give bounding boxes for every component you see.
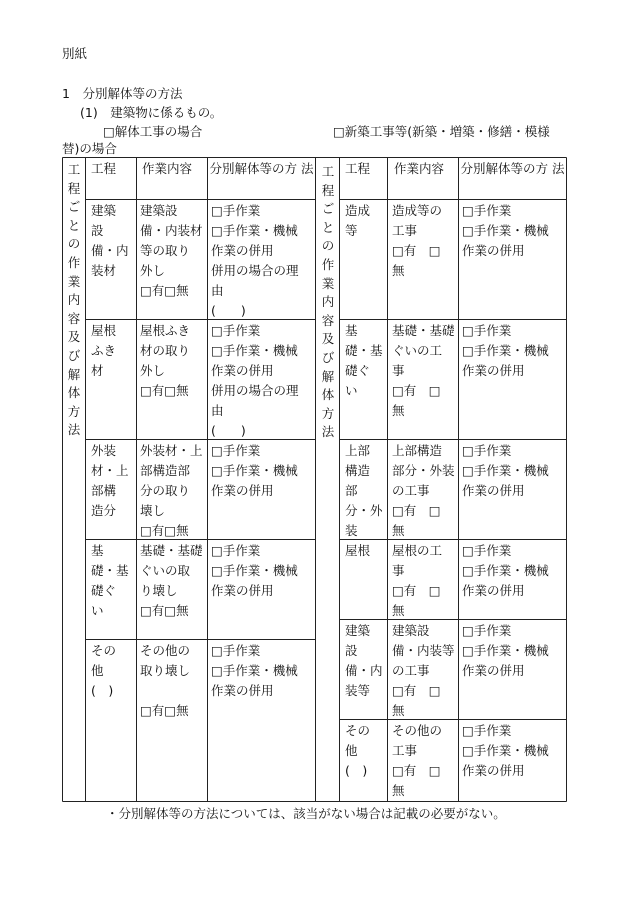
left-row-4-work[interactable]: 基礎・基礎 ぐいの取 り壊し □有□無 xyxy=(140,543,203,618)
left-vertical-label: 工程ごとの作業内容及び解体方法 xyxy=(67,162,81,438)
right-row-5-method[interactable]: □手作業 □手作業・機械 作業の併用 xyxy=(462,623,549,678)
subsection-title: (1) 建築物に係るもの。 xyxy=(80,105,223,120)
new-construction-option-continued: 替)の場合 xyxy=(62,141,117,156)
right-row-3-method[interactable]: □手作業 □手作業・機械 作業の併用 xyxy=(462,443,549,498)
right-header-method: 分別解体等の方 法 xyxy=(460,161,565,176)
right-row-5-work[interactable]: 建築設 備・内装等 の工事 □有 □ 無 xyxy=(392,623,455,718)
right-row-1-method[interactable]: □手作業 □手作業・機械 作業の併用 xyxy=(462,203,549,258)
left-row-4-method[interactable]: □手作業 □手作業・機械 作業の併用 xyxy=(211,543,298,598)
new-construction-option-checkbox[interactable]: □新築工事等(新築・増築・修繕・模様 xyxy=(333,124,550,139)
right-row-1-work[interactable]: 造成等の 工事 □有 □ 無 xyxy=(392,203,443,278)
left-row-3-work[interactable]: 外装材・上 部構造部 分の取り 壊し □有□無 xyxy=(140,443,203,538)
right-row-1-process: 造成 等 xyxy=(345,203,371,238)
left-row-2-process: 屋根 ふき 材 xyxy=(91,323,117,378)
left-row-1-method[interactable]: □手作業 □手作業・機械 作業の併用 併用の場合の理 由 ( ) xyxy=(211,203,299,318)
left-row-3-process: 外装 材・上 部構 造分 xyxy=(91,443,129,518)
left-header-process: 工程 xyxy=(91,161,117,176)
right-row-2-work[interactable]: 基礎・基礎 ぐいの工 事 □有 □ 無 xyxy=(392,323,455,418)
right-vertical-label: 工程ごとの作業内容及び解体方法 xyxy=(321,164,335,440)
header-label: 別紙 xyxy=(62,46,88,61)
left-row-4-process: 基 礎・基 礎ぐ い xyxy=(91,543,129,618)
left-header-work: 作業内容 xyxy=(142,161,193,176)
right-row-2-process: 基 礎・基 礎ぐ い xyxy=(345,323,383,398)
right-header-work: 作業内容 xyxy=(394,161,445,176)
right-row-5-process: 建築 設 備・内 装等 xyxy=(345,623,383,698)
right-row-6-process[interactable]: その 他 ( ) xyxy=(345,723,371,778)
right-header-process: 工程 xyxy=(345,161,371,176)
right-row-6-method[interactable]: □手作業 □手作業・機械 作業の併用 xyxy=(462,723,549,778)
footnote: ・分別解体等の方法については、該当がない場合は記載の必要がない。 xyxy=(106,806,506,821)
right-row-4-work[interactable]: 屋根の工 事 □有 □ 無 xyxy=(392,543,443,618)
left-row-5-work[interactable]: その他の 取り壊し □有□無 xyxy=(140,643,191,718)
left-row-1-work[interactable]: 建築設 備・内装材 等の取り 外し □有□無 xyxy=(140,203,203,298)
right-row-2-method[interactable]: □手作業 □手作業・機械 作業の併用 xyxy=(462,323,549,378)
separation-demolition-table xyxy=(62,157,567,802)
right-row-4-method[interactable]: □手作業 □手作業・機械 作業の併用 xyxy=(462,543,549,598)
left-row-5-method[interactable]: □手作業 □手作業・機械 作業の併用 xyxy=(211,643,298,698)
right-row-4-process: 屋根 xyxy=(345,543,371,558)
left-row-2-method[interactable]: □手作業 □手作業・機械 作業の併用 併用の場合の理 由 ( ) xyxy=(211,323,299,438)
section-title: 1 分別解体等の方法 xyxy=(62,86,183,101)
left-row-5-process[interactable]: その 他 ( ) xyxy=(91,643,117,698)
right-row-6-work[interactable]: その他の 工事 □有 □ 無 xyxy=(392,723,443,798)
left-header-method: 分別解体等の方 法 xyxy=(209,161,314,176)
demolition-option-checkbox[interactable]: □解体工事の場合 xyxy=(103,124,203,139)
left-row-1-process: 建築 設 備・内 装材 xyxy=(91,203,129,278)
right-row-3-work[interactable]: 上部構造 部分・外装 の工事 □有 □ 無 xyxy=(392,443,455,538)
right-row-3-process: 上部 構造 部 分・外 装 xyxy=(345,443,383,538)
left-row-2-work[interactable]: 屋根ふき 材の取り 外し □有□無 xyxy=(140,323,191,398)
left-row-3-method[interactable]: □手作業 □手作業・機械 作業の併用 xyxy=(211,443,298,498)
